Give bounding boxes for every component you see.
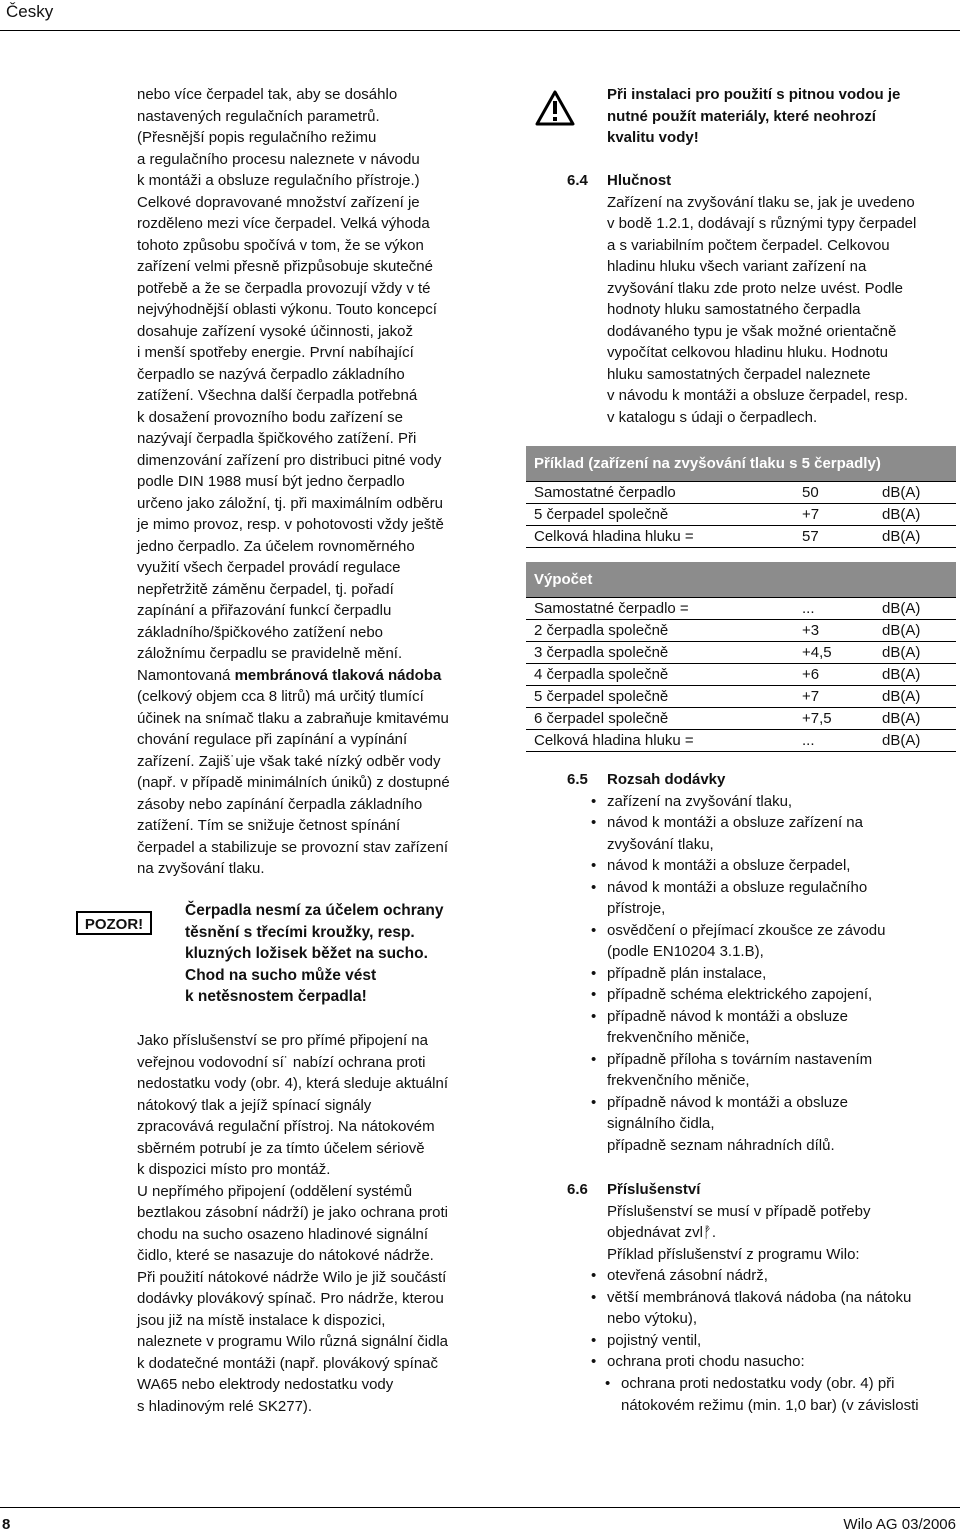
section-intro	[607, 1201, 952, 1266]
text-line: Příklad příslušenství z programu Wilo:	[607, 1245, 860, 1263]
membrane-prefix: Namontovaná	[137, 666, 235, 684]
text-line: dodávaného typu je však možné orientačně	[607, 322, 897, 340]
table-cell-unit: dB(A)	[882, 506, 921, 523]
section-title: Příslušenství	[607, 1181, 701, 1198]
text-line: nátokový tlak a jejíž spínací signály	[137, 1096, 372, 1114]
table-cell-value: +3	[802, 622, 820, 639]
table-row	[526, 664, 956, 686]
text-line: U nepřímého připojení (oddělení systémů	[137, 1182, 413, 1200]
list-item-line: zvyšování tlaku,	[607, 835, 714, 853]
text-line: nebo více čerpadel tak, aby se dosáhlo	[137, 86, 398, 103]
text-line: objednávat zvlᚡ.	[607, 1224, 717, 1241]
list-item	[567, 963, 957, 985]
table-cell-label: Celková hladina hluku =	[534, 732, 694, 749]
list-item-line: případně plán instalace,	[607, 964, 767, 982]
table-cell-unit: dB(A)	[882, 600, 921, 617]
table-cell-label: 2 čerpadla společně	[534, 622, 669, 639]
list-item-line: ochrana proti nedostatku vody (obr. 4) při	[621, 1375, 895, 1392]
text-line: WA65 nebo elektrody nedostatku vody	[137, 1376, 394, 1393]
table-row	[526, 686, 956, 708]
list-item-line: osvědčení o přejímací zkoušce ze závodu	[607, 921, 886, 939]
text-line: zařízení. Zajiš˙uje však také nízký odběr vody	[137, 752, 441, 770]
table-row	[526, 620, 956, 642]
accessories-sublist	[567, 1373, 957, 1416]
list-item-line: návod k montáži a obsluze regulačního	[607, 878, 868, 896]
text-line: s hladinovým relé SK277).	[137, 1397, 313, 1415]
table-cell-label: 5 čerpadel společně	[534, 506, 669, 523]
table-cell-value: +6	[802, 666, 820, 683]
text-line: nejvýhodnější oblasti výkonu. Touto koncepcí	[137, 301, 437, 318]
table-cell-unit: dB(A)	[882, 644, 921, 661]
table-row	[526, 482, 956, 504]
text-line: Jako příslušenství se pro přímé připojení na	[137, 1032, 428, 1049]
text-line: rozděleno mezi více čerpadel. Velká výhoda	[137, 215, 430, 232]
table-row	[526, 526, 956, 548]
table-cell-value: +7,5	[802, 710, 832, 727]
text-line: na zvyšování tlaku.	[137, 860, 265, 877]
text-line: zařízení velmi přesně přizpůsobuje skutečné	[137, 258, 433, 275]
text-line: tohoto způsobu spočívá v tom, že se výkon	[137, 236, 424, 254]
list-item	[567, 1351, 957, 1373]
list-item-line: zařízení na zvyšování tlaku,	[607, 792, 793, 810]
membrane-continuation	[137, 688, 450, 877]
list-item	[567, 920, 957, 963]
table-cell-value: +7	[802, 688, 820, 705]
text-line: dosahuje zařízení vysoké účinnosti, jakož	[137, 322, 413, 340]
left-column-lower	[137, 1030, 492, 1417]
list-item-line: případně návod k montáži a obsluze	[607, 1093, 848, 1111]
text-line: k netěsnostem čerpadla!	[185, 988, 367, 1005]
text-line: hluku samostatných čerpadel naleznete	[607, 365, 871, 383]
text-line: (Přesnější popis regulačního režimu	[137, 129, 377, 146]
table-cell-unit: dB(A)	[882, 688, 921, 705]
text-line: jedno čerpadlo. Za účelem rovnoměrného	[137, 537, 415, 555]
list-item-line: návod k montáži a obsluze zařízení na	[607, 814, 863, 831]
table-cell-unit: dB(A)	[882, 666, 921, 683]
table-cell-unit: dB(A)	[882, 710, 921, 727]
text-line: určeno jako záložní, tj. při maximálním odběru	[137, 494, 443, 512]
text-line: potřebě a že se čerpadla provozují vždy v té	[137, 279, 431, 297]
list-item-line: nebo výtoku),	[607, 1310, 698, 1327]
warning-triangle-icon	[535, 90, 575, 126]
list-item-line: frekvenčního měniče,	[607, 1072, 750, 1089]
text-line: záložnímu čerpadlu se pravidelně mění.	[137, 645, 403, 662]
text-line: základního/špičkového zatížení nebo	[137, 623, 383, 641]
page-number: 8	[2, 1516, 11, 1533]
list-item	[567, 1265, 957, 1287]
text-line: kvalitu vody!	[607, 129, 699, 146]
text-line: chování regulace při zapínání a vypínání	[137, 731, 408, 748]
text-line: nazývají čerpadla špičkového zatížení. Při	[137, 430, 417, 447]
text-line: Zařízení na zvyšování tlaku se, jak je uvedeno	[607, 193, 915, 211]
text-line: beztlakou zásobní nádrží) je jako ochrana proti	[137, 1204, 449, 1221]
text-line: vypočítat celkovou hladinu hluku. Hodnotu	[607, 344, 889, 361]
list-item-line: návod k montáži a obsluze čerpadel,	[607, 857, 851, 874]
list-item	[567, 855, 957, 877]
list-item	[567, 1006, 957, 1049]
left-paragraph-1	[137, 84, 492, 665]
text-line: nepřetržitě záměnu čerpadel, tj. pořadí	[137, 580, 394, 598]
section-title: Hlučnost	[607, 172, 672, 189]
text-line: i menší spotřeby energie. První nabíhající	[137, 344, 414, 361]
text-line: Při instalaci pro použití s pitnou vodou je	[607, 86, 901, 103]
list-item-line: ochrana proti chodu nasucho:	[607, 1353, 805, 1370]
table-cell-value: 50	[802, 484, 819, 501]
text-line: Příslušenství se musí v případě potřeby	[607, 1202, 871, 1220]
delivery-list	[567, 791, 957, 1157]
text-line: Čerpadla nesmí za účelem ochrany	[185, 902, 444, 919]
text-line: k dispozici místo pro montáž.	[137, 1161, 331, 1178]
text-line: hodnoty hluku samostatného čerpadla	[607, 301, 861, 318]
caution-text	[185, 900, 485, 1008]
list-item	[567, 1287, 957, 1330]
text-line: Při použití nátokové nádrže Wilo je již součástí	[137, 1268, 447, 1286]
text-line: nutné použít materiály, které neohrozí	[607, 107, 876, 125]
text-line: zvyšování tlaku zde proto nelze uvést. Podle	[607, 279, 904, 297]
membrane-term: membránová tlaková nádoba	[234, 666, 442, 684]
list-item	[567, 1092, 957, 1157]
text-line: a s variabilním počtem čerpadel. Celkovou	[607, 236, 890, 254]
text-line: čidlo, které se nasazuje do nátokové nádrže.	[137, 1247, 434, 1264]
noise-calculation-table	[526, 562, 956, 752]
text-line: chodu na sucho osazeno hladinové signální	[137, 1225, 429, 1243]
text-line: dimenzování zařízení pro distribuci pitné vody	[137, 451, 442, 469]
section-body	[607, 192, 952, 429]
noise-example-table	[526, 446, 956, 548]
text-line: sběrném potrubí je za tímto účelem sériově	[137, 1139, 425, 1157]
table-cell-unit: dB(A)	[882, 484, 921, 501]
list-item-line: signálního čidla,	[607, 1115, 715, 1132]
text-line: v katalogu s údaji o čerpadlech.	[607, 408, 818, 426]
table-cell-value: ...	[802, 600, 815, 617]
text-line: dodávky plovákový spínač. Pro nádrže, kterou	[137, 1290, 444, 1307]
list-item	[567, 984, 957, 1006]
table-cell-label: 6 čerpadel společně	[534, 710, 669, 727]
section-number: 6.5	[567, 771, 588, 788]
list-item	[567, 1373, 957, 1416]
text-line: Celkové dopravované množství zařízení je	[137, 193, 420, 211]
list-item	[567, 877, 957, 920]
table-cell-value: +4,5	[802, 644, 832, 661]
text-line: k dodatečné montáži (např. plovákový spínač	[137, 1354, 439, 1372]
text-line: čerpadel a stabilizuje se provozní stav zařízení	[137, 838, 448, 856]
table-row	[526, 708, 956, 730]
header-rule	[0, 30, 960, 31]
section-number: 6.6	[567, 1181, 588, 1198]
list-item-line: otevřená zásobní nádrž,	[607, 1267, 768, 1284]
accessories-list	[567, 1265, 957, 1373]
language-label: Česky	[6, 2, 54, 21]
text-line: využití všech čerpadel provádí regulace	[137, 559, 401, 576]
text-line: podle DIN 1988 musí být jedno čerpadlo	[137, 473, 405, 490]
text-line: v návodu k montáži a obsluze čerpadel, resp.	[607, 387, 909, 404]
list-item-line: (podle EN10204 3.1.B),	[607, 943, 764, 960]
list-item-line: pojistný ventil,	[607, 1331, 702, 1349]
caution-label: POZOR!	[76, 911, 152, 935]
left-paragraph-3	[137, 1030, 492, 1417]
text-line: nastavených regulačních parametrů.	[137, 107, 380, 125]
text-line: jsou již na místě instalace k dispozici,	[137, 1311, 386, 1329]
list-item-line: větší membránová tlaková nádoba (na nátoku	[607, 1288, 912, 1306]
text-line: je mimo provoz, resp. v pohotovosti vždy ještě	[137, 516, 444, 533]
footer-publisher: Wilo AG 03/2006	[843, 1516, 956, 1533]
table-row	[526, 642, 956, 664]
text-line: zapínání a přiřazování funkcí čerpadlu	[137, 602, 392, 619]
table-cell-value: ...	[802, 732, 815, 749]
table-header: Výpočet	[526, 562, 956, 598]
table-header: Příklad (zařízení na zvyšování tlaku s 5 čerpadly)	[526, 446, 956, 482]
text-line: kluzných ložisek běžet na sucho.	[185, 945, 428, 962]
table-row	[526, 598, 956, 620]
table-row	[526, 730, 956, 752]
table-cell-label: 3 čerpadla společně	[534, 644, 669, 661]
section-number: 6.4	[567, 172, 588, 189]
list-item-line: frekvenčního měniče,	[607, 1029, 750, 1046]
warning-text	[607, 84, 952, 149]
list-item-line: případně návod k montáži a obsluze	[607, 1007, 848, 1025]
text-line: nedostatku vody (obr. 4), která sleduje aktuální	[137, 1075, 449, 1092]
table-cell-label: 4 čerpadla společně	[534, 666, 669, 683]
text-line: v bodě 1.2.1, dodávají s různými typy čerpadel	[607, 215, 917, 232]
table-cell-unit: dB(A)	[882, 622, 921, 639]
table-cell-value: +7	[802, 506, 820, 523]
table-cell-label: Celková hladina hluku =	[534, 528, 694, 545]
text-line: Chod na sucho může vést	[185, 966, 377, 984]
table-cell-unit: dB(A)	[882, 528, 921, 545]
left-paragraph-2	[137, 665, 492, 880]
list-item-line: případně seznam náhradních dílů.	[607, 1136, 835, 1154]
list-item-line: případně příloha s továrním nastavením	[607, 1050, 873, 1068]
list-item	[567, 812, 957, 855]
text-line: k dosažení provozního bodu zařízení se	[137, 408, 404, 426]
text-line: těsnění s třecími kroužky, resp.	[185, 923, 415, 941]
list-item-line: případně schéma elektrického zapojení,	[607, 986, 873, 1003]
list-item	[567, 1049, 957, 1092]
text-line: zatížení. Tím se snižuje četnost spínání	[137, 817, 401, 834]
section-title: Rozsah dodávky	[607, 771, 726, 788]
list-item-line: nátokovém režimu (min. 1,0 bar) (v závislosti	[621, 1396, 919, 1414]
list-item	[567, 1330, 957, 1352]
text-line: zásoby nebo zapínání čerpadla základního	[137, 795, 423, 813]
table-cell-unit: dB(A)	[882, 732, 921, 749]
list-item	[567, 791, 957, 813]
text-line: (celkový objem cca 8 litrů) má určitý tlumící	[137, 688, 424, 705]
text-line: zatížení. Všechna další čerpadla potřebná	[137, 387, 418, 404]
list-item-line: přístroje,	[607, 900, 666, 917]
text-line: zpracovává regulační přístroj. Na nátokovém	[137, 1118, 435, 1135]
table-cell-value: 57	[802, 528, 819, 545]
footer-rule	[0, 1507, 960, 1508]
text-line: účinek na snímač tlaku a zabraňuje kmitavému	[137, 709, 449, 727]
text-line: (např. v případě minimálních úniků) z dostupné	[137, 774, 450, 791]
table-cell-label: 5 čerpadel společně	[534, 688, 669, 705]
table-cell-label: Samostatné čerpadlo =	[534, 600, 689, 617]
text-line: čerpadlo se nazývá čerpadlo základního	[137, 365, 405, 383]
left-column	[137, 84, 492, 880]
text-line: naleznete v programu Wilo různá signální čidla	[137, 1333, 448, 1350]
table-row	[526, 504, 956, 526]
text-line: a regulačního procesu naleznete v návodu	[137, 150, 420, 168]
text-line: k montáži a obsluze regulačního přístroje.)	[137, 172, 420, 189]
text-line: hladinu hluku všech variant zařízení na	[607, 258, 867, 275]
table-cell-label: Samostatné čerpadlo	[534, 484, 676, 501]
text-line: veřejnou vodovodní sí˙ nabízí ochrana proti	[137, 1053, 426, 1071]
